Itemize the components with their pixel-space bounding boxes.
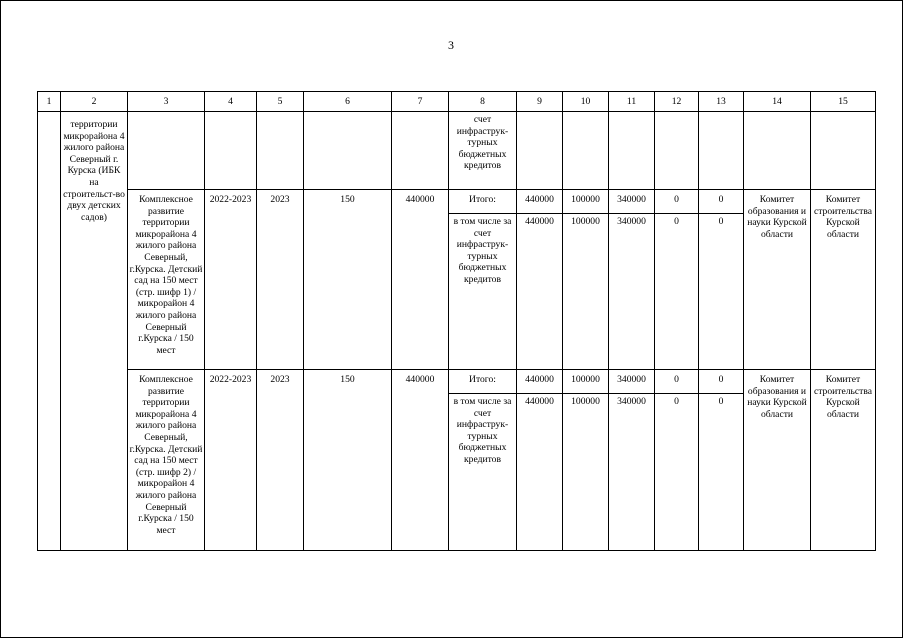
table-cell <box>699 112 744 190</box>
row-number-cell <box>38 112 61 551</box>
cost-cell: 440000 <box>392 190 449 370</box>
value-cell: 440000 <box>517 370 563 394</box>
total-label-cell: Итого: <box>449 370 517 394</box>
table-header-row <box>38 92 876 112</box>
group-name-cell: территории микрорайона 4 жилого района Северный г. Курска (ИБК на строительст-во двух детских садов) <box>61 112 128 551</box>
table-row <box>38 370 876 394</box>
value-cell: 440000 <box>517 214 563 370</box>
value-cell: 100000 <box>563 370 609 394</box>
column-header: 12 <box>655 92 699 112</box>
value-cell: 100000 <box>563 214 609 370</box>
table-cell <box>517 112 563 190</box>
value-cell: 0 <box>655 394 699 551</box>
value-cell: 0 <box>699 214 744 370</box>
year-cell: 2023 <box>257 370 304 551</box>
sub-label-cell: в том числе за счет инфраструк-турных бюджетных кредитов <box>449 214 517 370</box>
value-cell: 100000 <box>563 190 609 214</box>
table-cell <box>744 112 811 190</box>
customer-cell: Комитет образования и науки Курской области <box>744 370 811 551</box>
value-cell: 440000 <box>517 190 563 214</box>
value-cell: 0 <box>699 190 744 214</box>
table-cell <box>205 112 257 190</box>
builder-cell: Комитет строительства Курской области <box>811 190 876 370</box>
object-name-cell: Комплексное развитие территории микрорайона 4 жилого района Северный, г.Курска. Детский сад на 150 мест (стр. шифр 2) / микрорайон 4 жилого района Северный г.Курска / 150 мест <box>128 370 205 551</box>
column-header: 10 <box>563 92 609 112</box>
value-cell: 340000 <box>609 394 655 551</box>
value-cell: 340000 <box>609 370 655 394</box>
value-cell: 0 <box>655 214 699 370</box>
table-cell <box>304 112 392 190</box>
column-header: 5 <box>257 92 304 112</box>
period-cell: 2022-2023 <box>205 190 257 370</box>
period-cell: 2022-2023 <box>205 370 257 551</box>
column-header: 8 <box>449 92 517 112</box>
column-header: 6 <box>304 92 392 112</box>
page-number: 3 <box>448 38 454 52</box>
customer-cell: Комитет образования и науки Курской области <box>744 190 811 370</box>
column-header: 9 <box>517 92 563 112</box>
table-cell <box>128 112 205 190</box>
value-cell: 0 <box>655 370 699 394</box>
table-cell <box>392 112 449 190</box>
column-header: 7 <box>392 92 449 112</box>
value-cell: 340000 <box>609 190 655 214</box>
table-cell <box>811 112 876 190</box>
column-header: 1 <box>38 92 61 112</box>
value-cell: 0 <box>699 370 744 394</box>
table-row <box>38 112 876 190</box>
value-cell: 0 <box>699 394 744 551</box>
capacity-cell: 150 <box>304 190 392 370</box>
value-cell: 440000 <box>517 394 563 551</box>
funding-source-cell: счет инфраструк-турных бюджетных кредитов <box>449 112 517 190</box>
table-cell <box>655 112 699 190</box>
year-cell: 2023 <box>257 190 304 370</box>
value-cell: 340000 <box>609 214 655 370</box>
column-header: 13 <box>699 92 744 112</box>
cost-cell: 440000 <box>392 370 449 551</box>
table-row <box>38 190 876 214</box>
column-header: 3 <box>128 92 205 112</box>
column-header: 15 <box>811 92 876 112</box>
sub-label-cell: в том числе за счет инфраструк-турных бюджетных кредитов <box>449 394 517 551</box>
column-header: 4 <box>205 92 257 112</box>
value-cell: 100000 <box>563 394 609 551</box>
column-header: 2 <box>61 92 128 112</box>
investment-table <box>37 91 876 551</box>
object-name-cell: Комплексное развитие территории микрорайона 4 жилого района Северный, г.Курска. Детский сад на 150 мест (стр. шифр 1) / микрорайон 4 жилого района Северный г.Курска / 150 мест <box>128 190 205 370</box>
builder-cell: Комитет строительства Курской области <box>811 370 876 551</box>
table-cell <box>609 112 655 190</box>
table-cell <box>257 112 304 190</box>
value-cell: 0 <box>655 190 699 214</box>
column-header: 14 <box>744 92 811 112</box>
capacity-cell: 150 <box>304 370 392 551</box>
table-cell <box>563 112 609 190</box>
column-header: 11 <box>609 92 655 112</box>
total-label-cell: Итого: <box>449 190 517 214</box>
